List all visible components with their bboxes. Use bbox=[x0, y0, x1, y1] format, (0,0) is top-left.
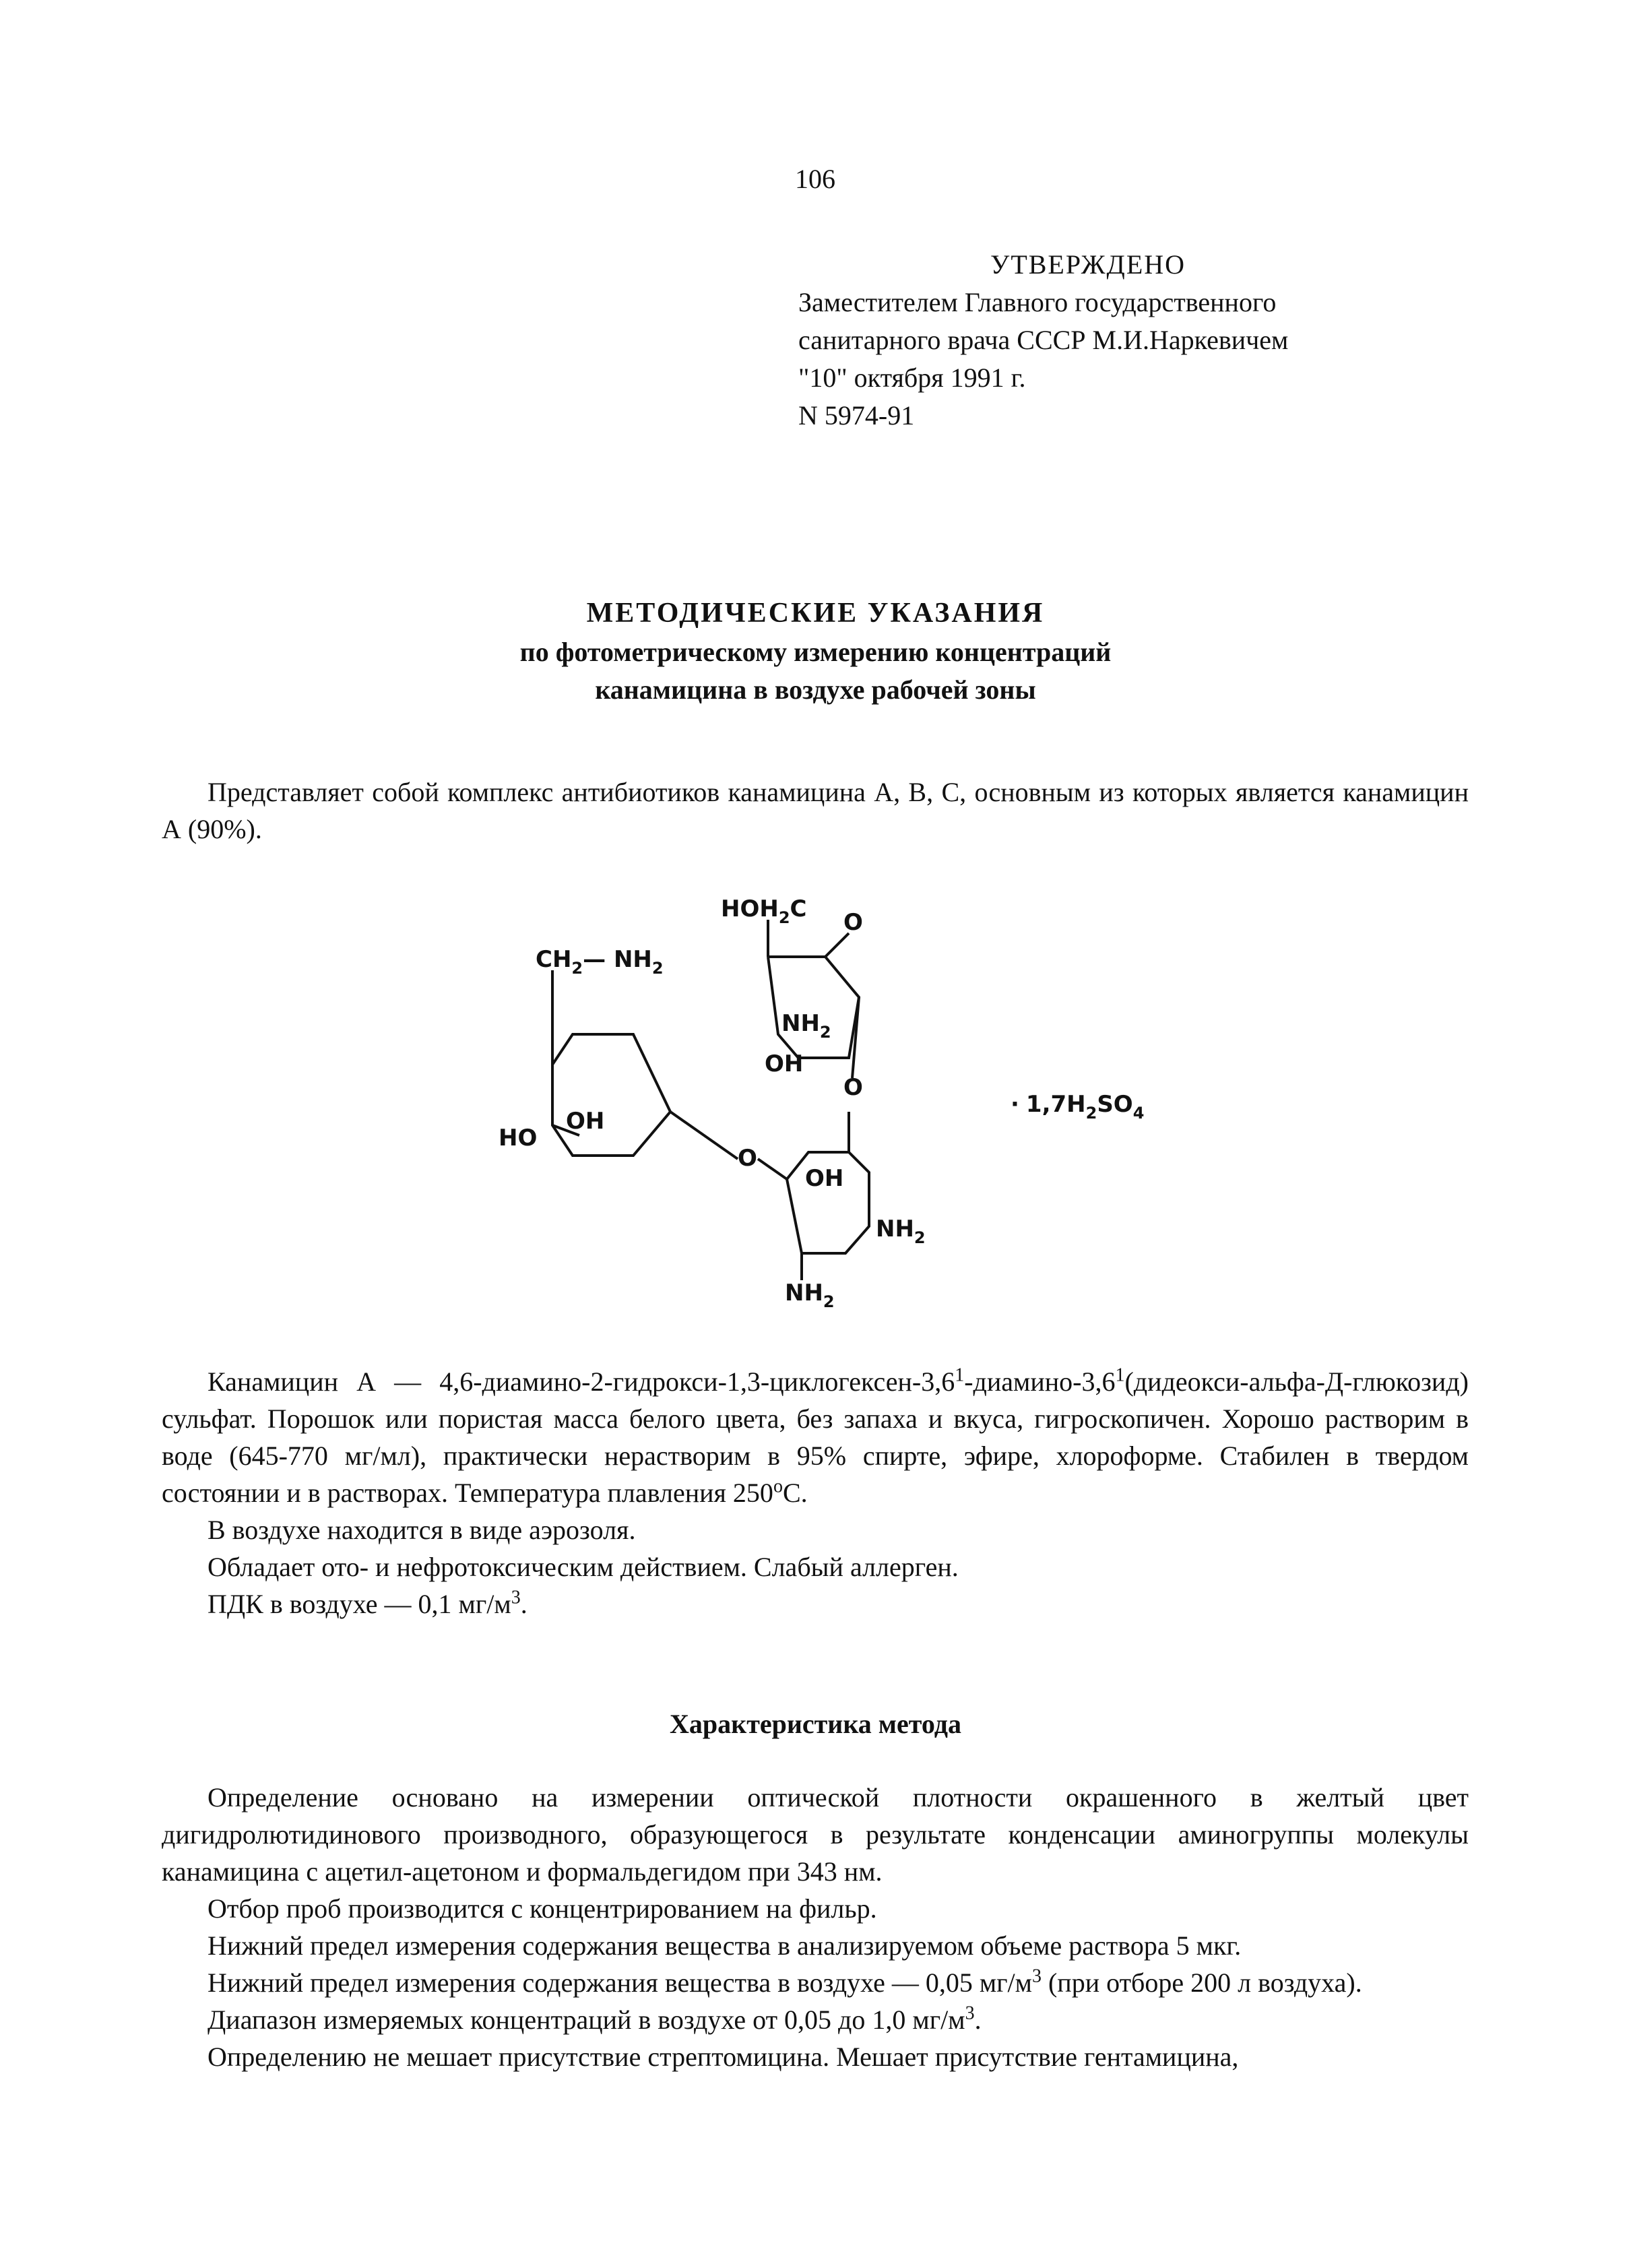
intro-block bbox=[162, 774, 1469, 848]
method-paragraph-1: Определение основано на измерении оптической плотности окрашенного в желтый цвет дигидролютидинового производного, образующегося в результате конденсации аминогруппы молекулы канамицина с ацетил-ацетоном и формальдегидом при 343 нм. bbox=[162, 1782, 1469, 1887]
approval-line-4: N 5974-91 bbox=[798, 400, 915, 431]
top-ring-o-label: O bbox=[843, 909, 863, 936]
approval-line-3: "10" октября 1991 г. bbox=[798, 363, 1026, 393]
right-nh2-label: $NH_2$ bbox=[876, 1216, 926, 1247]
pdk-paragraph: ПДК в воздухе — 0,1 $мг/м^3$. bbox=[207, 1587, 527, 1619]
method-paragraph-4: Нижний предел измерения содержания вещества в воздухе — 0,05 $мг/м^3$ (при отборе 200 л воздуха). bbox=[207, 1965, 1362, 1998]
aerosol-paragraph: В воздухе находится в виде аэрозоля. bbox=[207, 1515, 636, 1545]
approval-title: УТВЕРЖДЕНО bbox=[990, 249, 1186, 280]
top-oh-label: OH bbox=[765, 1050, 804, 1077]
sulfate-salt-label: · $1,7H_2SO_4$ bbox=[1011, 1091, 1145, 1123]
document-heading bbox=[0, 593, 1631, 709]
approval-line-2: санитарного врача СССР М.И.Наркевичем bbox=[798, 325, 1289, 355]
bond-glycoside-left bbox=[670, 1112, 738, 1159]
formula-svg bbox=[472, 889, 1213, 1307]
description-block bbox=[162, 1363, 1469, 1623]
kanamycin-structural-formula bbox=[472, 889, 1213, 1307]
left-ho-label: HO bbox=[499, 1125, 538, 1152]
bottom-oh-label: OH bbox=[805, 1165, 844, 1192]
document-subtitle-1: по фотометрическому измерению концентраций bbox=[519, 637, 1112, 667]
section-title: Характеристика метода bbox=[670, 1709, 961, 1739]
document-subtitle-2: канамицина в воздухе рабочей зоны bbox=[595, 674, 1036, 705]
glycoside-o-top: O bbox=[843, 1074, 863, 1101]
method-block bbox=[162, 1779, 1469, 2075]
bottom-nh2-label: $NH_2$ bbox=[785, 1280, 835, 1307]
ch2-nh2-label: $CH_2—$ $NH_2$ bbox=[536, 946, 664, 978]
bond-ring-o bbox=[825, 933, 849, 957]
method-paragraph-2: Отбор проб производится с концентрированием на фильр. bbox=[207, 1893, 877, 1924]
bond-glycoside-center bbox=[758, 1159, 787, 1179]
description-paragraph: Канамицин А — $4,6-диамино-2-гидрокси-1,3-циклогексен-3,6^1-диамино-3,6^1(дидеокси-альфа-Д-глюкозид)$ сульфат. Порошок или пористая масса белого цвета, без запаха и вкуса, гигроскопичен. Хорошо растворим в воде (645-770 мг/мл), практически нерастворим в 95% спирте, эфире, хлороформе. Стабилен в твердом состоянии и в растворах. Температура плавления 250$^o$С. bbox=[162, 1364, 1469, 1508]
intro-paragraph: Представляет собой комплекс антибиотиков канамицина А, В, С, основным из которых является канамицин А (90%). bbox=[162, 777, 1469, 844]
approval-block bbox=[798, 246, 1472, 435]
top-nh2-label: $NH_2$ bbox=[781, 1010, 831, 1042]
left-oh-label: OH bbox=[566, 1108, 605, 1135]
method-paragraph-6: Определению не мешает присутствие стрептомицина. Мешает присутствие гентамицина, bbox=[207, 2042, 1239, 2072]
method-paragraph-3: Нижний предел измерения содержания вещества в анализируемом объеме раствора 5 мкг. bbox=[207, 1930, 1242, 1961]
document-title: МЕТОДИЧЕСКИЕ УКАЗАНИЯ bbox=[586, 598, 1045, 629]
toxicity-paragraph: Обладает ото- и нефротоксическим действием. Слабый аллерген. bbox=[207, 1552, 959, 1582]
page-number: 106 bbox=[795, 164, 835, 194]
approval-line-1: Заместителем Главного государственного bbox=[798, 287, 1277, 317]
glycoside-o-left: O bbox=[738, 1145, 757, 1172]
left-ring bbox=[552, 1034, 670, 1156]
method-paragraph-5: Диапазон измеряемых концентраций в воздухе от 0,05 до 1,0 $мг/м^3$. bbox=[207, 2003, 982, 2035]
top-ring bbox=[768, 957, 859, 1058]
hoh2c-label: $HOH_2C$ bbox=[721, 895, 807, 927]
